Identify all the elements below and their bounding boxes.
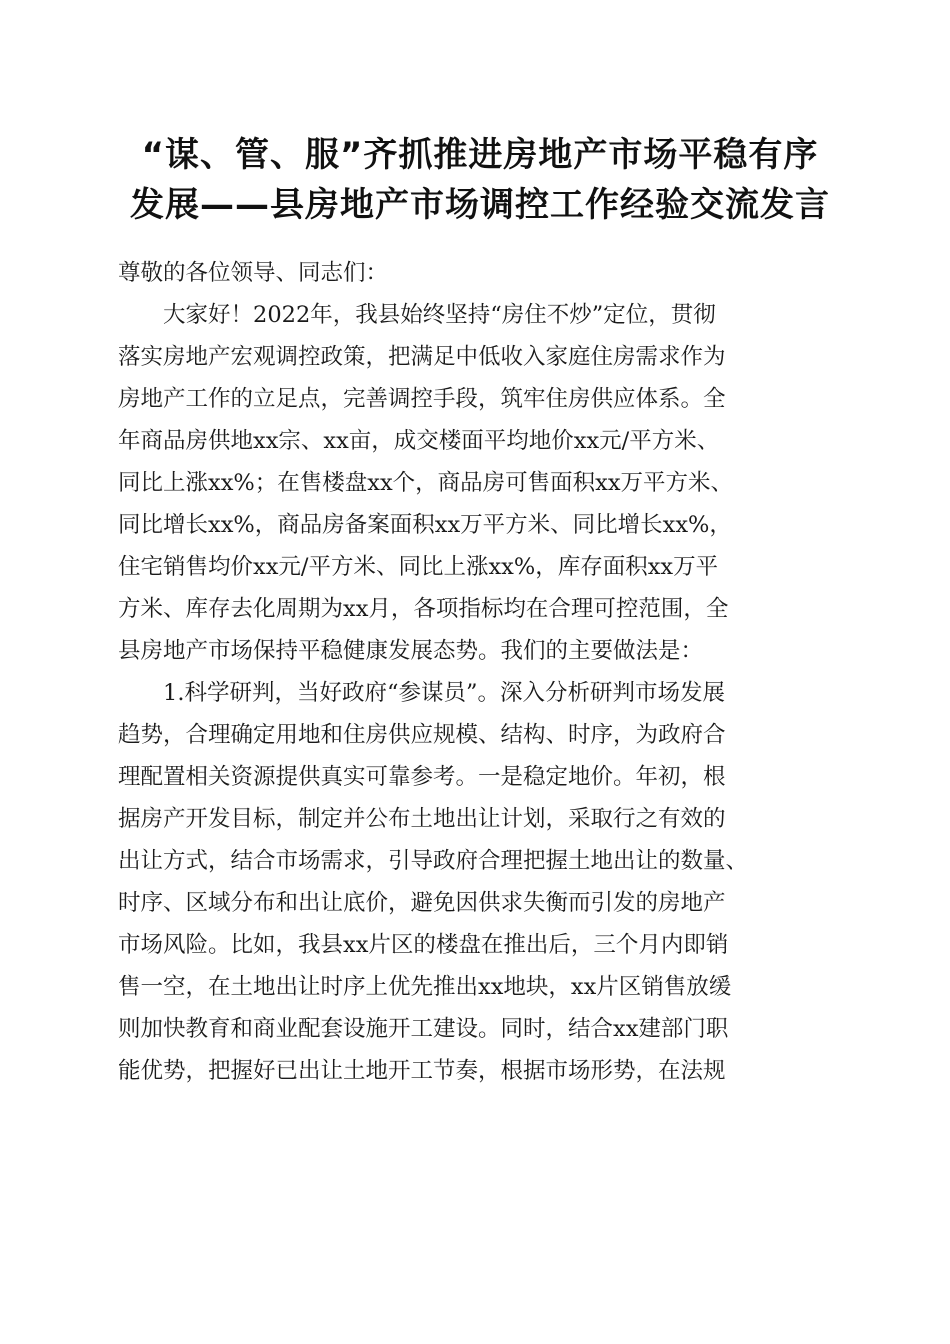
paragraph-line: 售一空，在土地出让时序上优先推出xx地块，xx片区销售放缓 — [118, 974, 732, 1000]
paragraph-line: 县房地产市场保持平稳健康发展态势。我们的主要做法是： — [118, 638, 704, 664]
paragraph-line: 大家好！2022年，我县始终坚持“房住不炒”定位，贯彻 — [163, 302, 716, 328]
paragraph-line: 落实房地产宏观调控政策，把满足中低收入家庭住房需求作为 — [118, 344, 726, 370]
paragraph-line: 同比上涨xx%；在售楼盘xx个，商品房可售面积xx万平方米、 — [118, 470, 734, 496]
paragraph-section-1 — [118, 672, 838, 1092]
paragraph-line: 同比增长xx%，商品房备案面积xx万平方米、同比增长xx%， — [118, 512, 732, 538]
paragraph-line: 能优势，把握好已出让土地开工节奏，根据市场形势，在法规 — [118, 1058, 726, 1084]
document-title — [100, 130, 860, 230]
title-line-1: “谋、管、服”齐抓推进房地产市场平稳有序 — [141, 135, 819, 175]
paragraph-line: 市场风险。比如，我县xx片区的楼盘在推出后，三个月内即销 — [118, 932, 729, 958]
paragraph-line: 则加快教育和商业配套设施开工建设。同时，结合xx建部门职 — [118, 1016, 729, 1042]
paragraph-line: 房地产工作的立足点，完善调控手段，筑牢住房供应体系。全 — [118, 386, 726, 412]
paragraph-line: 出让方式，结合市场需求，引导政府合理把握土地出让的数量、 — [118, 848, 749, 874]
paragraph-line: 趋势，合理确定用地和住房供应规模、结构、时序，为政府合 — [118, 722, 726, 748]
paragraph-line: 年商品房供地xx宗、xx亩，成交楼面平均地价xx元/平方米、 — [118, 428, 720, 454]
paragraph-line: 方米、库存去化周期为xx月，各项指标均在合理可控范围，全 — [118, 596, 729, 622]
salutation: 尊敬的各位领导、同志们： — [118, 260, 389, 286]
paragraph-line: 理配置相关资源提供真实可靠参考。一是稳定地价。年初，根 — [118, 764, 726, 790]
document-body — [118, 252, 838, 1092]
paragraph-line: 1.科学研判，当好政府“参谋员”。深入分析研判市场发展 — [163, 680, 725, 706]
title-line-2: 发展——县房地产市场调控工作经验交流发言 — [130, 185, 830, 225]
paragraph-intro — [118, 294, 838, 672]
paragraph-line: 时序、区域分布和出让底价，避免因供求失衡而引发的房地产 — [118, 890, 726, 916]
paragraph-line: 住宅销售均价xx元/平方米、同比上涨xx%，库存面积xx万平 — [118, 554, 719, 580]
paragraph-line: 据房产开发目标，制定并公布土地出让计划，采取行之有效的 — [118, 806, 726, 832]
